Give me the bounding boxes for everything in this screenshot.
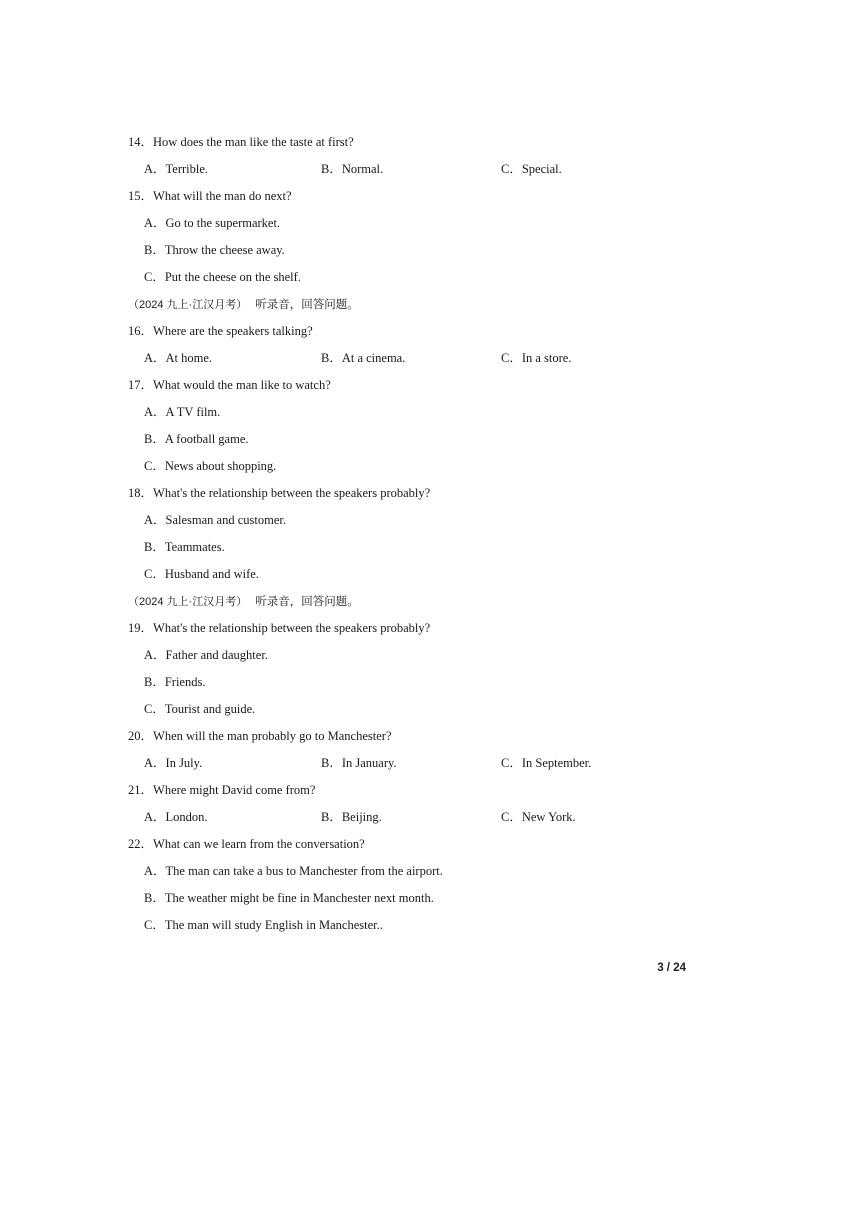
option-c: C．Husband and wife. (144, 567, 259, 581)
option-b: B．Friends. (144, 675, 206, 689)
question-stem-17 (128, 376, 728, 403)
page-number: 3 / 24 (657, 962, 686, 974)
question-stem-18 (128, 484, 728, 511)
question-number: 21． (128, 783, 154, 797)
question-number: 19． (128, 621, 154, 635)
option-b: B．The weather might be fine in Manchester next month. (144, 891, 434, 905)
question-number: 15． (128, 189, 154, 203)
option-c: C．Tourist and guide. (144, 702, 256, 716)
question-text: What's the relationship between the speakers probably? (153, 621, 431, 635)
section-header (128, 592, 728, 619)
options-row-21 (128, 808, 728, 835)
question-text: Where are the speakers talking? (153, 324, 313, 338)
option-a: A．Go to the supermarket. (144, 216, 281, 230)
question-text: What will the man do next? (153, 189, 292, 203)
section-source: （2024 九上·江汉月考） (128, 596, 248, 608)
section-instruction: 听录音，回答问题。 (255, 297, 359, 311)
question-stem-14 (128, 133, 728, 160)
option-b: B．In January. (321, 756, 397, 770)
option-a: A．Father and daughter. (144, 648, 268, 662)
question-stem-20 (128, 727, 728, 754)
question-number: 20． (128, 729, 154, 743)
options-row-14 (128, 160, 728, 187)
option-a: A．At home. (144, 351, 213, 365)
question-number: 16． (128, 324, 154, 338)
option-a: A．London. (144, 810, 208, 824)
option-c: C．In September. (501, 756, 592, 770)
option-c: C．The man will study English in Manchester.. (144, 918, 383, 932)
option-c: C．News about shopping. (144, 459, 277, 473)
option-a: A．In July. (144, 756, 203, 770)
question-stem-21 (128, 781, 728, 808)
section-instruction: 听录音，回答问题。 (255, 594, 359, 608)
option-b: B．Throw the cheese away. (144, 243, 285, 257)
question-text: What would the man like to watch? (153, 378, 331, 392)
section-header (128, 295, 728, 322)
option-b: B．Teammates. (144, 540, 225, 554)
section-source: （2024 九上·江汉月考） (128, 299, 248, 311)
option-b: B．A football game. (144, 432, 249, 446)
question-number: 22． (128, 837, 154, 851)
option-b: B．At a cinema. (321, 351, 406, 365)
options-row-16 (128, 349, 728, 376)
option-b: B．Normal. (321, 162, 384, 176)
option-c: C．In a store. (501, 351, 572, 365)
question-number: 14． (128, 135, 154, 149)
question-list (128, 133, 728, 943)
question-stem-22 (128, 835, 728, 862)
option-b: B．Beijing. (321, 810, 382, 824)
option-c: C．Special. (501, 162, 562, 176)
option-a: A．Terrible. (144, 162, 209, 176)
options-row-20 (128, 754, 728, 781)
question-stem-16 (128, 322, 728, 349)
question-stem-19 (128, 619, 728, 646)
option-c: C．New York. (501, 810, 576, 824)
question-text: When will the man probably go to Manchester? (153, 729, 392, 743)
option-a: A．The man can take a bus to Manchester from the airport. (144, 864, 443, 878)
question-text: What can we learn from the conversation? (153, 837, 365, 851)
question-number: 17． (128, 378, 154, 392)
question-text: How does the man like the taste at first? (153, 135, 354, 149)
question-stem-15 (128, 187, 728, 214)
option-c: C．Put the cheese on the shelf. (144, 270, 301, 284)
question-number: 18． (128, 486, 154, 500)
question-text: Where might David come from? (153, 783, 316, 797)
option-a: A．Salesman and customer. (144, 513, 286, 527)
question-text: What's the relationship between the speakers probably? (153, 486, 431, 500)
option-a: A．A TV film. (144, 405, 221, 419)
